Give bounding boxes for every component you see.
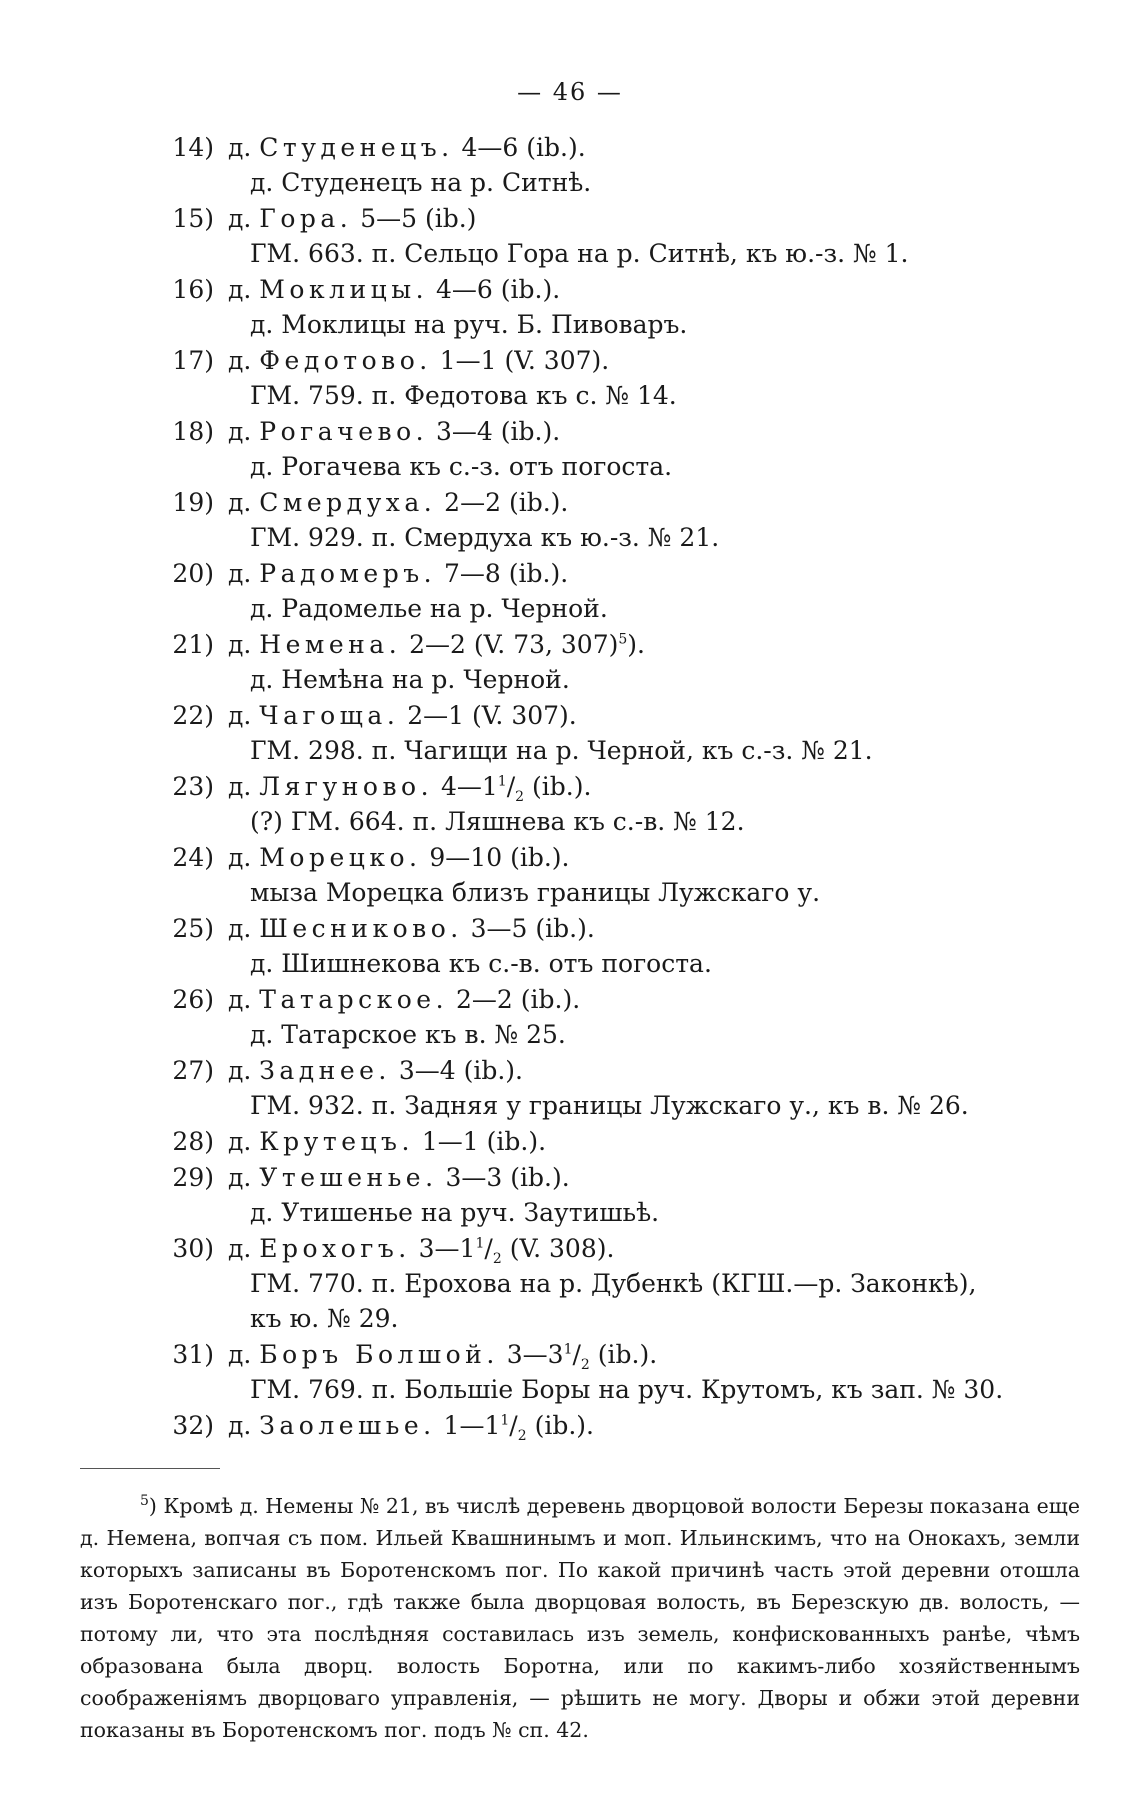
entry <box>140 1053 1080 1123</box>
entry-number: 31) <box>172 1340 214 1369</box>
entry <box>140 272 1080 342</box>
fraction-numerator: 1 <box>563 1341 573 1358</box>
entry <box>140 698 1080 768</box>
fraction-numerator: 1 <box>500 1412 510 1429</box>
entry <box>140 556 1080 626</box>
entry-details: 2—2 (ib.). <box>436 488 569 517</box>
entry-village-name: Татарское. <box>259 985 449 1014</box>
entry-main-line <box>140 911 1080 946</box>
entry-main-line <box>140 414 1080 449</box>
footnote-divider <box>80 1468 220 1469</box>
footnote-mark: 5 <box>140 1493 149 1510</box>
entry-village-name: Крутецъ. <box>259 1127 414 1156</box>
entry-details: 5—5 (ib.) <box>352 204 477 233</box>
entry-main-line <box>140 840 1080 875</box>
entry-prefix: д. <box>228 559 252 588</box>
entry <box>140 769 1080 839</box>
entry-location-line: мыза Морецка близъ границы Лужскаго у. <box>250 878 821 907</box>
entry-village-name: Радомеръ. <box>259 559 437 588</box>
entry-number: 27) <box>172 1056 214 1085</box>
entry-number: 28) <box>172 1127 214 1156</box>
entry-main-line <box>140 1124 1080 1159</box>
entry-prefix: д. <box>228 275 252 304</box>
entry-location-line: ГМ. 770. п. Ерохова на р. Дубенкѣ (КГШ.—р. Законкѣ), <box>250 1269 977 1298</box>
entry <box>140 911 1080 981</box>
entry-number: 20) <box>172 559 214 588</box>
entry-main-line <box>140 485 1080 520</box>
entry-details-end: (ib.). <box>526 1411 595 1440</box>
entry-details: 3—3 <box>498 1340 564 1369</box>
fraction-denominator: 2 <box>580 1357 590 1373</box>
fraction-denominator: 2 <box>515 789 525 805</box>
entry-village-name: Утешенье. <box>259 1163 438 1192</box>
entry-location-line: д. Татарское къ в. № 25. <box>250 1020 566 1049</box>
entry-prefix: д. <box>228 346 252 375</box>
entry-main-line <box>140 698 1080 733</box>
entry-details: 1—1 (ib.). <box>413 1127 547 1156</box>
entry-prefix: д. <box>228 630 252 659</box>
entry-main-line <box>140 1160 1080 1195</box>
entry-number: 24) <box>172 843 214 872</box>
entry <box>140 1408 1080 1443</box>
entry <box>140 343 1080 413</box>
entry <box>140 1160 1080 1230</box>
entry-location-line: ГМ. 929. п. Смердуха къ ю.-з. № 21. <box>250 523 720 552</box>
entry-location-line: ГМ. 298. п. Чагищи на р. Черной, къ с.-з. № 21. <box>250 736 873 765</box>
entry-location-line: д. Утишенье на руч. Заутишьѣ. <box>250 1198 660 1227</box>
entry-number: 25) <box>172 914 214 943</box>
entry-main-line: 30) д. Ерохогъ. $3—1^1/_2$ (V. 308). <box>140 1231 1080 1266</box>
entry-details: 4—6 (ib.). <box>453 133 586 162</box>
entry-number: 30) <box>172 1234 214 1263</box>
entry-details: 1—1 <box>435 1411 501 1440</box>
entry-main-line: 23) д. Лягуново. $4—1^1/_2$ (ib.). <box>140 769 1080 804</box>
entry-details-end: (ib.). <box>524 772 592 801</box>
entry-village-name: Немена. <box>259 630 402 659</box>
entry <box>140 1337 1080 1407</box>
entry-details: 3—4 (ib.). <box>390 1056 523 1085</box>
entry-details-end: (V. 308). <box>501 1234 615 1263</box>
entry-prefix: д. <box>228 1411 252 1440</box>
entry <box>140 840 1080 910</box>
entry-main-line <box>140 272 1080 307</box>
entry-prefix: д. <box>228 488 252 517</box>
entry-number: 32) <box>172 1411 214 1440</box>
entry-main-line <box>140 627 1080 662</box>
entry-number: 18) <box>172 417 214 446</box>
entry <box>140 414 1080 484</box>
entry-village-name: Ерохогъ. <box>259 1234 411 1263</box>
entry-main-line <box>140 201 1080 236</box>
page-number: — 46 — <box>517 78 623 106</box>
entry-prefix: д. <box>228 1234 252 1263</box>
entry-prefix: д. <box>228 914 252 943</box>
entry-number: 22) <box>172 701 214 730</box>
entry-location-line: (?) ГМ. 664. п. Ляшнева къ с.-в. № 12. <box>250 807 745 836</box>
entry-location-line: ГМ. 663. п. Сельцо Гора на р. Ситнѣ, къ ю.-з. № 1. <box>250 239 909 268</box>
entry <box>140 130 1080 200</box>
entry-village-name: Гора. <box>259 204 353 233</box>
fraction-denominator: 2 <box>517 1428 527 1444</box>
entry-details: 3—3 (ib.). <box>437 1163 570 1192</box>
entry-number: 16) <box>172 275 214 304</box>
entry <box>140 982 1080 1052</box>
entry-village-name: Смердуха. <box>259 488 437 517</box>
fraction-numerator: 1 <box>475 1235 485 1252</box>
entry-location-line: д. Моклицы на руч. Б. Пивоваръ. <box>250 310 688 339</box>
entry-details: 1—1 (V. 307). <box>431 346 610 375</box>
footnote-text: ) Кромѣ д. Немены № 21, въ числѣ деревень дворцовой волости Березы показана еще д. Немена, вопчая съ пом. Ильей Квашнинымъ и моп. Ильинскимъ, что на Онокахъ, земли которыхъ записаны въ Боротенскомъ пог. По какой причинѣ часть этой деревни отошла изъ Боротенскаго пог., гдѣ также была дворцовая волость, въ Березскую дв. волость, — потому ли, что эта послѣдняя составилась изъ земель, конфискованныхъ ранѣе, чѣмъ образована была дворц. волость Боротна, или по какимъ-либо хозяйственнымъ соображеніямъ дворцоваго управленія, — рѣшить не могу. Дворы и обжи этой деревни показаны въ Боротенскомъ пог. подъ № сп. 42. <box>80 1494 1080 1742</box>
entry-number: 14) <box>172 133 214 162</box>
entry-village-name: Федотово. <box>259 346 432 375</box>
entry-list <box>140 130 1080 1444</box>
entry-prefix: д. <box>228 204 252 233</box>
entry-details-end: ). <box>627 630 645 659</box>
entry-prefix: д. <box>228 772 252 801</box>
entry-prefix: д. <box>228 417 252 446</box>
entry-location-line: д. Студенецъ на р. Ситнѣ. <box>250 168 592 197</box>
entry-village-name: Боръ Болшой. <box>259 1340 499 1369</box>
entry-number: 21) <box>172 630 214 659</box>
entry-details: 2—1 (V. 307). <box>399 701 577 730</box>
entry <box>140 627 1080 697</box>
entry-location-line: д. Рогачева къ с.-з. отъ погоста. <box>250 452 673 481</box>
entry-details: 7—8 (ib.). <box>436 559 569 588</box>
entry-number: 29) <box>172 1163 214 1192</box>
entry-village-name: Моклицы. <box>259 275 429 304</box>
entry-prefix: д. <box>228 133 252 162</box>
entry-details: 4—1 <box>433 772 498 801</box>
entry-details: 2—2 (V. 73, 307) <box>401 630 619 659</box>
footnote-reference: 5 <box>618 631 628 648</box>
entry-prefix: д. <box>228 701 252 730</box>
entry-prefix: д. <box>228 843 252 872</box>
entry <box>140 201 1080 271</box>
entry-main-line <box>140 556 1080 591</box>
entry <box>140 1124 1080 1159</box>
entry-details: 3—1 <box>410 1234 476 1263</box>
entry-main-line: 32) д. Заолешье. $1—1^1/_2$ (ib.). <box>140 1408 1080 1443</box>
entry-main-line <box>140 343 1080 378</box>
entry-village-name: Рогачево. <box>259 417 429 446</box>
fraction-numerator: 1 <box>497 773 507 790</box>
fraction-denominator: 2 <box>492 1251 502 1267</box>
entry-details-end: (ib.). <box>589 1340 658 1369</box>
entry-main-line <box>140 1053 1080 1088</box>
entry-prefix: д. <box>228 1127 252 1156</box>
entry-details: 3—5 (ib.). <box>462 914 595 943</box>
entry-village-name: Студенецъ. <box>259 133 454 162</box>
entry-prefix: д. <box>228 985 252 1014</box>
entry-location-line: д. Шишнекова къ с.-в. отъ погоста. <box>250 949 712 978</box>
entry-details: 2—2 (ib.). <box>448 985 581 1014</box>
entry-location-line: ГМ. 932. п. Задняя у границы Лужскаго у., къ в. № 26. <box>250 1091 969 1120</box>
entry-number: 17) <box>172 346 214 375</box>
entry-village-name: Шесниково. <box>259 914 463 943</box>
entry-prefix: д. <box>228 1056 252 1085</box>
entry-prefix: д. <box>228 1163 252 1192</box>
entry-main-line: 31) д. Боръ Болшой. $3—3^1/_2$ (ib.). <box>140 1337 1080 1372</box>
entry-village-name: Морецко. <box>259 843 422 872</box>
entry <box>140 1231 1080 1336</box>
entry-main-line <box>140 130 1080 165</box>
entry-details: 3—4 (ib.). <box>428 417 561 446</box>
entry-details: 4—6 (ib.). <box>428 275 561 304</box>
entry-village-name: Чагоща. <box>259 701 400 730</box>
entry-village-name: Заолешье. <box>259 1411 436 1440</box>
entry-village-name: Заднее. <box>259 1056 391 1085</box>
entry-location-line: ГМ. 769. п. Большіе Боры на руч. Крутомъ, къ зап. № 30. <box>250 1375 1004 1404</box>
entry-village-name: Лягуново. <box>259 772 434 801</box>
entry-location-line: д. Немѣна на р. Черной. <box>250 665 570 694</box>
entry-location-line: д. Радомелье на р. Черной. <box>250 594 608 623</box>
entry <box>140 485 1080 555</box>
footnote <box>80 1490 1080 1746</box>
entry-location-line: ГМ. 759. п. Федотова къ с. № 14. <box>250 381 677 410</box>
entry-location-line: къ ю. № 29. <box>250 1304 399 1333</box>
entry-number: 23) <box>172 772 214 801</box>
entry-number: 15) <box>172 204 214 233</box>
entry-number: 26) <box>172 985 214 1014</box>
entry-prefix: д. <box>228 1340 252 1369</box>
entry-details: 9—10 (ib.). <box>421 843 570 872</box>
entry-main-line <box>140 982 1080 1017</box>
entry-number: 19) <box>172 488 214 517</box>
